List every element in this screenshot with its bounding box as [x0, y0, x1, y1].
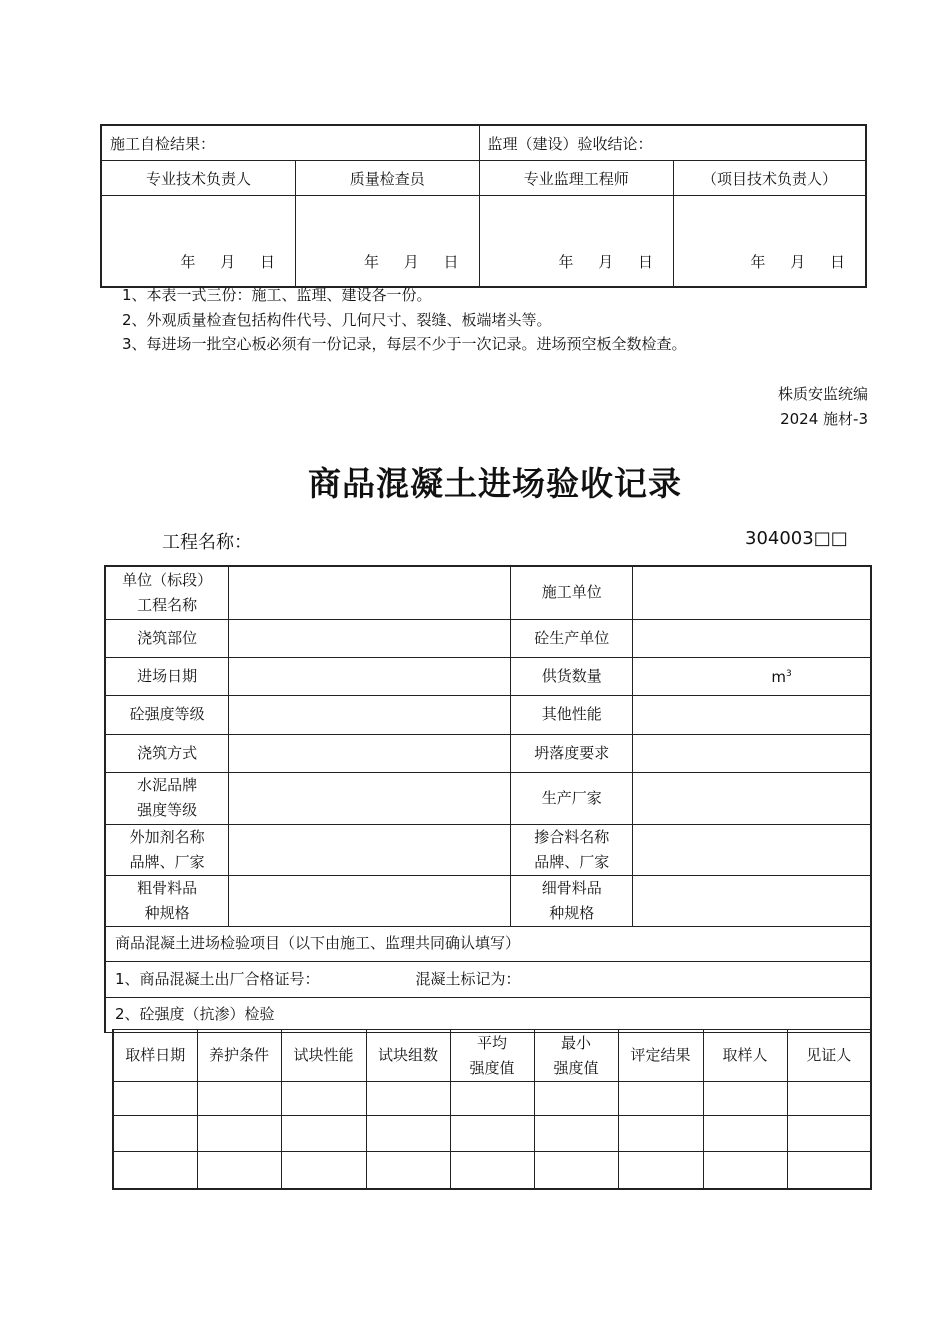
page-title: 商品混凝土进场验收记录	[308, 464, 682, 503]
table-row	[113, 1116, 871, 1152]
table-cell[interactable]	[618, 1116, 703, 1152]
pour-method-value[interactable]	[229, 734, 511, 772]
fine-aggregate-label: 细骨料品 种规格	[511, 875, 633, 926]
role-supervision-engineer: 专业监理工程师	[479, 161, 673, 196]
other-performance-value[interactable]	[633, 695, 871, 734]
role-project-tech-lead: （项目技术负责人）	[673, 161, 866, 196]
manufacturer-label: 生产厂家	[511, 772, 633, 824]
construction-unit-value[interactable]	[633, 566, 871, 619]
pour-location-label: 浇筑部位	[105, 619, 229, 657]
self-check-result: 施工自检结果：	[101, 125, 479, 161]
table-cell[interactable]	[281, 1116, 366, 1152]
slump-value[interactable]	[633, 734, 871, 772]
table-cell[interactable]	[787, 1152, 871, 1189]
concrete-mark-label: 混凝土标记为：	[415, 969, 521, 988]
date-field[interactable]: 年 月 日	[101, 196, 295, 288]
note-1: 1、本表一式三份：施工、监理、建设各一份。	[122, 286, 432, 304]
admixture-label: 外加剂名称 品牌、厂家	[105, 824, 229, 875]
certificate-label: 1、商品混凝土出厂合格证号：	[115, 969, 320, 988]
main-form	[104, 565, 872, 1033]
table-cell[interactable]	[534, 1082, 618, 1116]
col-average-strength: 平均 强度值	[450, 1030, 534, 1082]
col-minimum-strength: 最小 强度值	[534, 1030, 618, 1082]
table-cell[interactable]	[534, 1152, 618, 1189]
col-curing-condition: 养护条件	[197, 1030, 281, 1082]
form-code: 304003□□	[745, 528, 848, 549]
form-number: 2024 施材-3	[780, 410, 868, 428]
strength-grade-label: 砼强度等级	[105, 695, 229, 734]
date-field[interactable]: 年 月 日	[295, 196, 479, 288]
mineral-admixture-label: 掺合料名称 品牌、厂家	[511, 824, 633, 875]
table-cell[interactable]	[450, 1152, 534, 1189]
col-witness: 见证人	[787, 1030, 871, 1082]
supply-qty-value[interactable]: $m^3$	[633, 657, 871, 695]
col-specimen-performance: 试块性能	[281, 1030, 366, 1082]
table-cell[interactable]	[450, 1116, 534, 1152]
table-cell[interactable]	[366, 1116, 450, 1152]
mineral-admixture-value[interactable]	[633, 824, 871, 875]
strength-grade-value[interactable]	[229, 695, 511, 734]
date-field[interactable]: 年 月 日	[673, 196, 866, 288]
strength-test-table	[112, 1029, 872, 1190]
table-cell[interactable]	[281, 1152, 366, 1189]
date-field[interactable]: 年 月 日	[479, 196, 673, 288]
table-cell[interactable]	[703, 1082, 787, 1116]
table-cell[interactable]	[366, 1152, 450, 1189]
table-cell[interactable]	[197, 1082, 281, 1116]
table-cell[interactable]	[618, 1152, 703, 1189]
strength-test-header: 2、砼强度（抗渗）检验	[105, 997, 871, 1032]
table-cell[interactable]	[281, 1082, 366, 1116]
table-cell[interactable]	[703, 1152, 787, 1189]
admixture-value[interactable]	[229, 824, 511, 875]
cement-value[interactable]	[229, 772, 511, 824]
table-cell[interactable]	[787, 1116, 871, 1152]
entry-date-value[interactable]	[229, 657, 511, 695]
col-evaluation-result: 评定结果	[618, 1030, 703, 1082]
unit-project-label: 单位（标段） 工程名称	[105, 566, 229, 619]
table-cell[interactable]	[534, 1116, 618, 1152]
table-cell[interactable]	[703, 1116, 787, 1152]
table-cell[interactable]	[113, 1152, 197, 1189]
supply-qty-label: 供货数量	[511, 657, 633, 695]
table-cell[interactable]	[113, 1116, 197, 1152]
other-performance-label: 其他性能	[511, 695, 633, 734]
concrete-producer-value[interactable]	[633, 619, 871, 657]
role-tech-lead: 专业技术负责人	[101, 161, 295, 196]
role-quality-inspector: 质量检查员	[295, 161, 479, 196]
table-cell[interactable]	[787, 1082, 871, 1116]
certificate-row[interactable]	[105, 961, 871, 997]
manufacturer-value[interactable]	[633, 772, 871, 824]
table-cell[interactable]	[366, 1082, 450, 1116]
publisher: 株质安监统编	[777, 385, 868, 403]
note-3: 3、每进场一批空心板必须有一份记录，每层不少于一次记录。进场预空板全数检查。	[122, 335, 687, 353]
slump-label: 坍落度要求	[511, 734, 633, 772]
cement-label: 水泥品牌 强度等级	[105, 772, 229, 824]
table-cell[interactable]	[197, 1152, 281, 1189]
table-row	[113, 1152, 871, 1189]
table-row	[113, 1082, 871, 1116]
entry-date-label: 进场日期	[105, 657, 229, 695]
unit-project-value[interactable]	[229, 566, 511, 619]
project-name-label: 工程名称：	[162, 532, 252, 553]
pour-method-label: 浇筑方式	[105, 734, 229, 772]
table-cell[interactable]	[450, 1082, 534, 1116]
inspection-header: 商品混凝土进场检验项目（以下由施工、监理共同确认填写）	[105, 926, 871, 961]
concrete-producer-label: 砼生产单位	[511, 619, 633, 657]
table-cell[interactable]	[113, 1082, 197, 1116]
signature-table	[100, 124, 867, 288]
table-cell[interactable]	[618, 1082, 703, 1116]
coarse-aggregate-label: 粗骨料品 种规格	[105, 875, 229, 926]
pour-location-value[interactable]	[229, 619, 511, 657]
supervision-conclusion: 监理（建设）验收结论：	[479, 125, 866, 161]
construction-unit-label: 施工单位	[511, 566, 633, 619]
col-sampler: 取样人	[703, 1030, 787, 1082]
col-sampling-date: 取样日期	[113, 1030, 197, 1082]
note-2: 2、外观质量检查包括构件代号、几何尺寸、裂缝、板端堵头等。	[122, 311, 552, 329]
fine-aggregate-value[interactable]	[633, 875, 871, 926]
col-specimen-groups: 试块组数	[366, 1030, 450, 1082]
coarse-aggregate-value[interactable]	[229, 875, 511, 926]
table-cell[interactable]	[197, 1116, 281, 1152]
